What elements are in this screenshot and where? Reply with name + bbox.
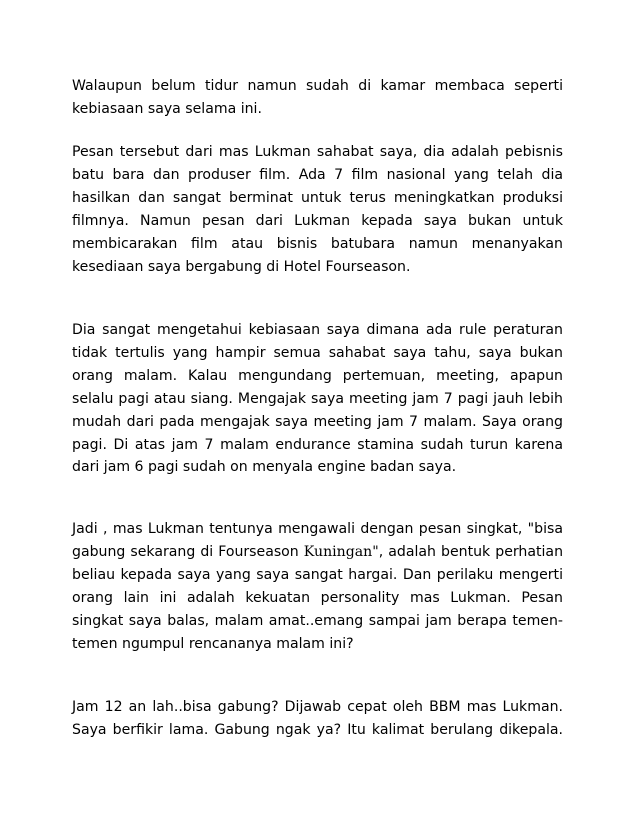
paragraph-line: Pesan tersebut dari mas Lukman sahabat saya, dia adalah pebisnis [72,144,563,160]
paragraph-line: kesediaan saya bergabung di Hotel Fourseason. [72,258,411,275]
paragraph-line: hasilkan dan sangat berminat untuk terus meningkatkan produksi [72,189,563,206]
paragraph-line-mixed [72,541,563,564]
paragraph-line: pagi. Di atas jam 7 malam endurance stamina sudah turun karena [72,436,563,453]
paragraph-line: kebiasaan saya selama ini. [72,100,262,117]
paragraph-line: Walaupun belum tidur namun sudah di kamar membaca seperti [72,78,563,94]
paragraph-4 [72,518,563,655]
paragraph-2 [72,141,563,278]
paragraph-line: tidak tertulis yang hampir semua sahabat saya tahu, saya bukan [72,344,563,361]
paragraph-line: mudah dari pada mengajak saya meeting jam 7 malam. Saya orang [72,413,563,430]
paragraph-line: singkat saya balas, malam amat..emang sampai jam berapa temen- [72,612,563,629]
line-text-start: gabung sekarang di Fourseason [72,543,304,560]
paragraph-1 [72,75,563,121]
paragraph-line: Jadi , mas Lukman tentunya mengawali dengan pesan singkat, "bisa [72,521,563,537]
paragraph-line: beliau kepada saya yang saya sangat hargai. Dan perilaku mengerti [72,566,563,583]
paragraph-line: temen ngumpul rencananya malam ini? [72,635,354,652]
location-name-serif: Kuningan" [303,543,379,560]
paragraph-line: orang malam. Kalau mengundang pertemuan, meeting, apapun [72,367,563,384]
paragraph-line: Jam 12 an lah..bisa gabung? Dijawab cepat oleh BBM mas Lukman. [72,699,563,715]
paragraph-line: Dia sangat mengetahui kebiasaan saya dimana ada rule peraturan [72,322,563,338]
paragraph-line: membicarakan film atau bisnis batubara namun menanyakan [72,235,563,252]
paragraph-3 [72,319,563,479]
paragraph-line: selalu pagi atau siang. Mengajak saya meeting jam 7 pagi jauh lebih [72,390,563,407]
paragraph-5 [72,696,563,742]
paragraph-line: batu bara dan produser film. Ada 7 film nasional yang telah dia [72,166,563,183]
paragraph-line: Saya berfikir lama. Gabung ngak ya? Itu kalimat berulang dikepala. [72,721,563,738]
paragraph-line: filmnya. Namun pesan dari Lukman kepada saya bukan untuk [72,212,563,229]
paragraph-line: orang lain ini adalah kekuatan personality mas Lukman. Pesan [72,589,563,606]
paragraph-line: dari jam 6 pagi sudah on menyala engine badan saya. [72,459,457,476]
line-text-end: , adalah bentuk perhatian [378,543,564,560]
